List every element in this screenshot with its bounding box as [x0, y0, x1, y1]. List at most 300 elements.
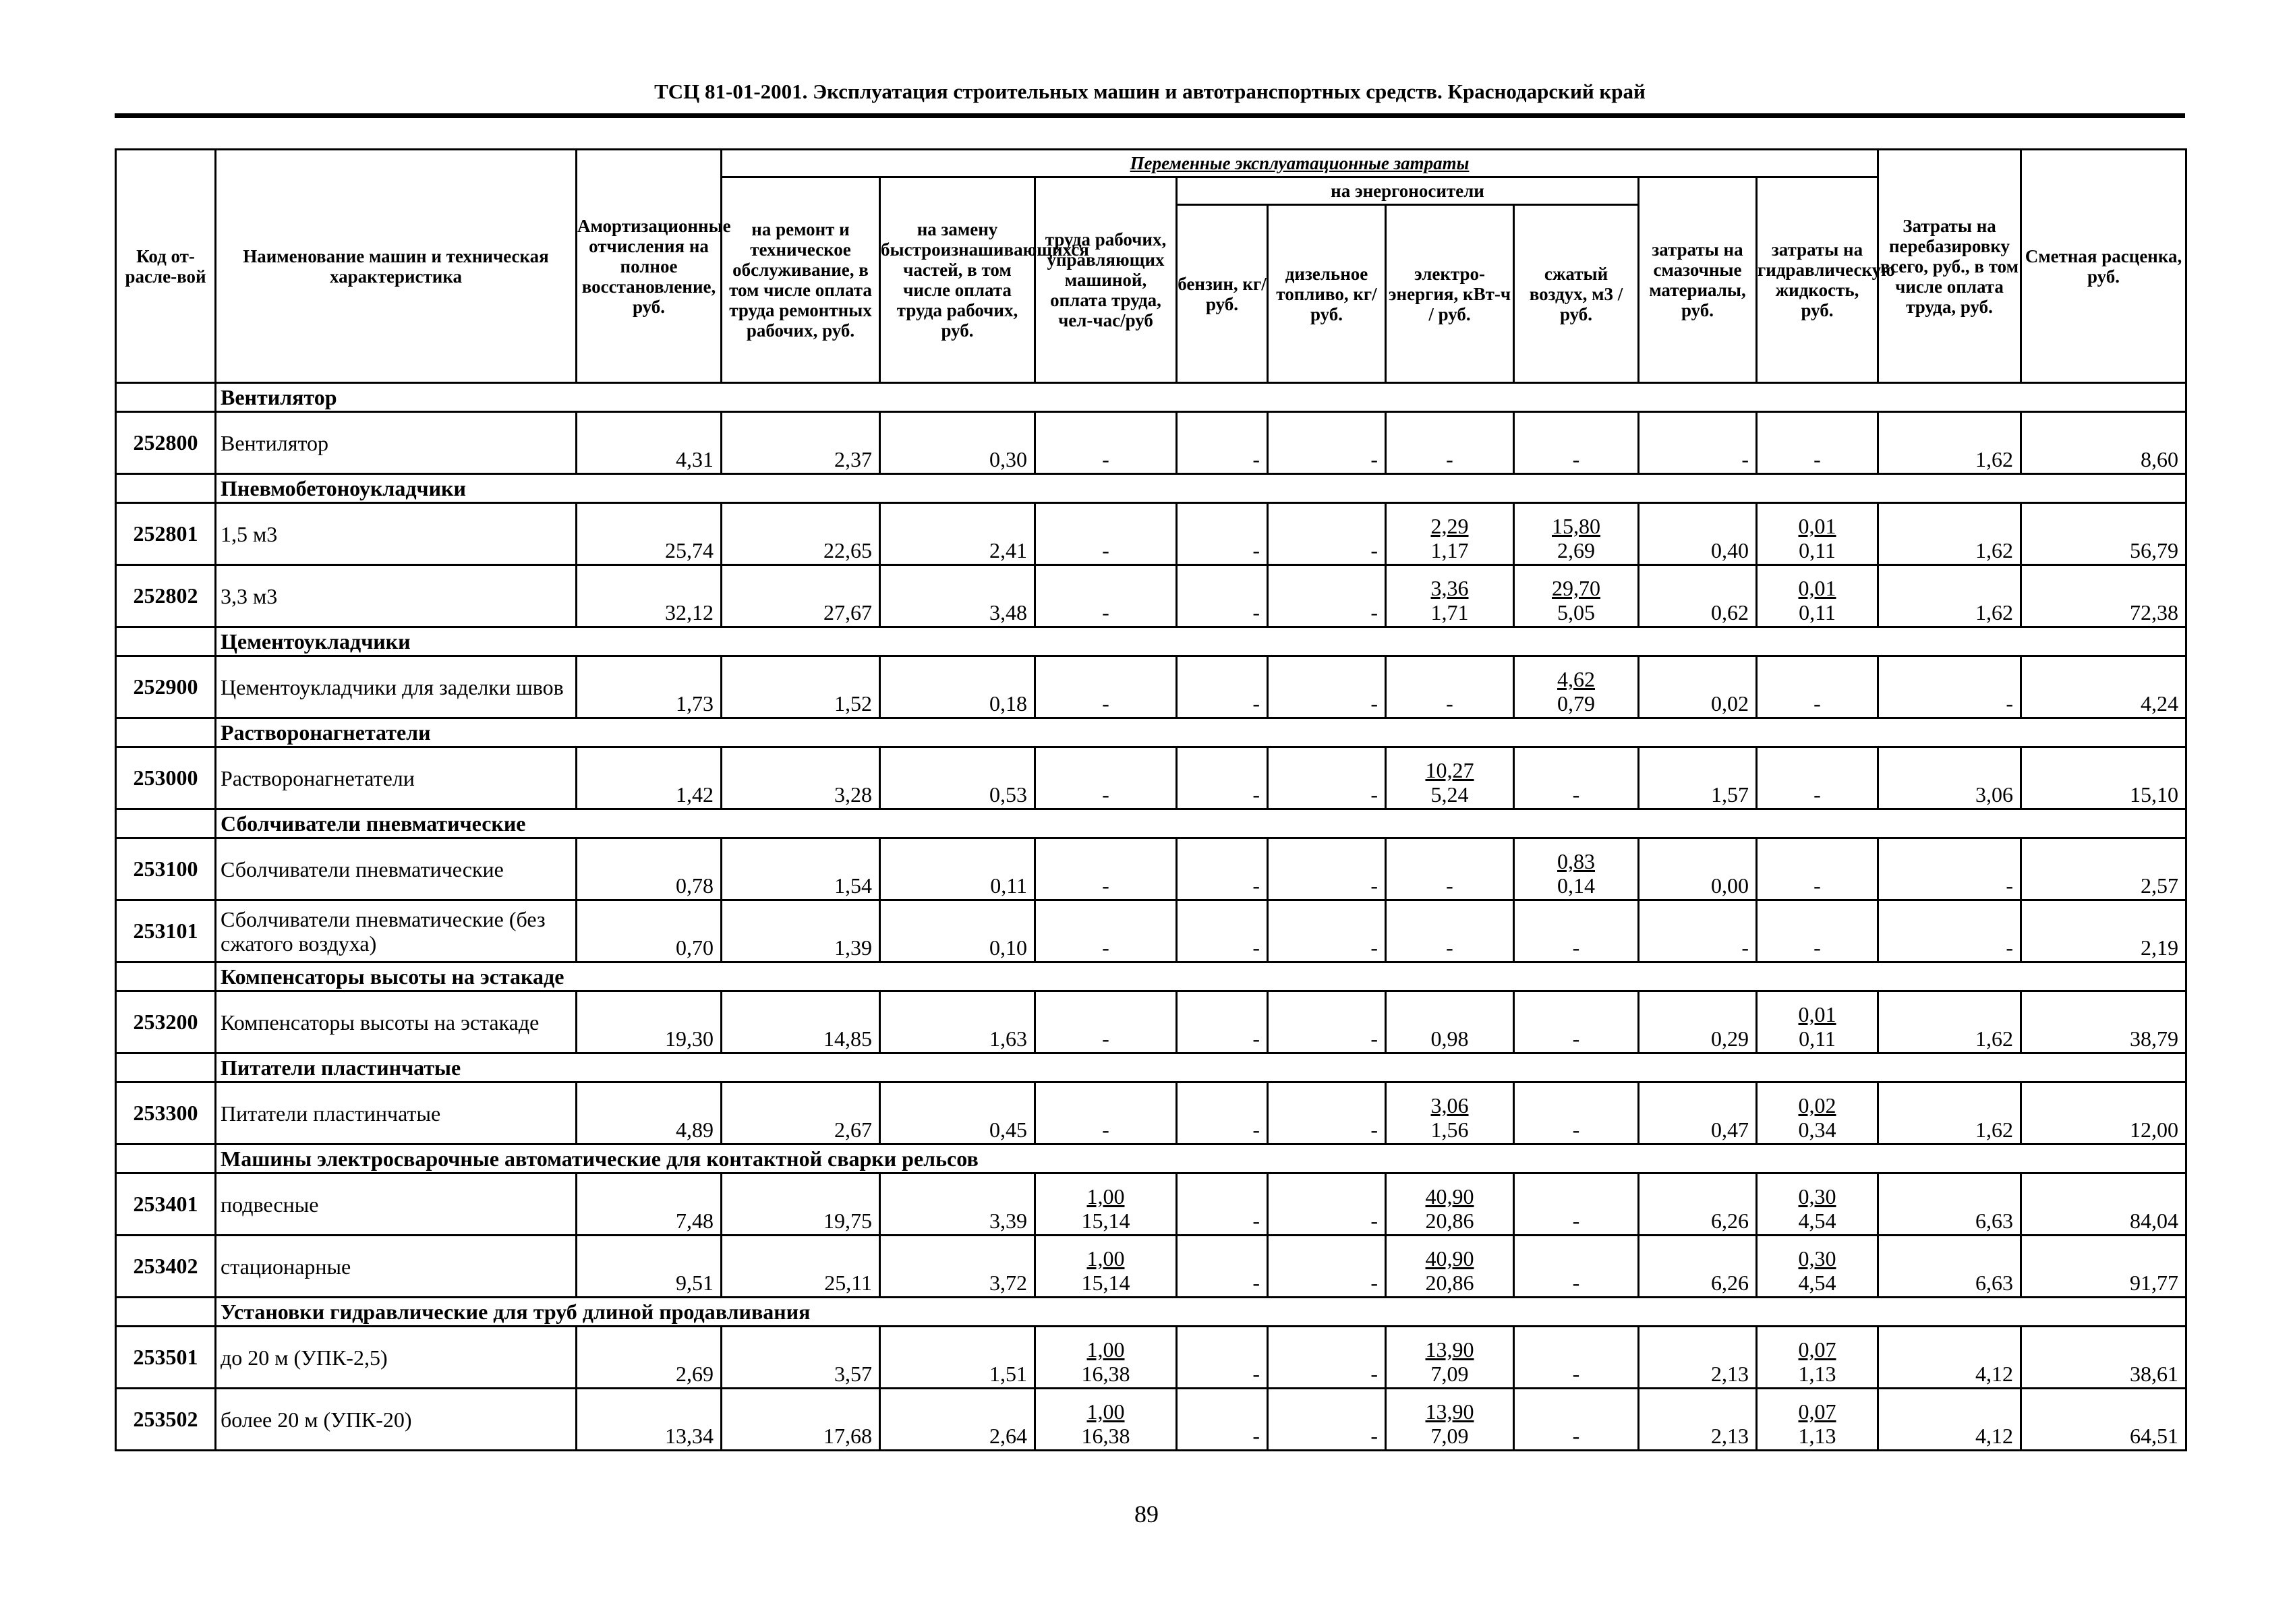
hydraulic-cell	[1757, 1236, 1878, 1298]
relocation-cell	[1878, 991, 2021, 1053]
labor-cell	[1035, 1389, 1177, 1451]
lube-cell	[1639, 656, 1757, 718]
electric-cell-quantity: 13,90	[1425, 1337, 1474, 1362]
group-code-cell	[116, 809, 216, 838]
labor-cell-cost: -	[1102, 447, 1109, 471]
petrol-cell	[1177, 656, 1268, 718]
petrol-cell-value: -	[1252, 538, 1260, 562]
group-title: Установки гидравлические для труб длиной продавливания	[216, 1298, 577, 1327]
diesel-cell	[1268, 565, 1386, 627]
repair-cell	[722, 900, 880, 962]
machine-name: 3,3 м3	[216, 565, 577, 627]
repair-cell	[722, 412, 880, 474]
hydraulic-cell-quantity: 0,01	[1798, 514, 1836, 538]
petrol-cell-value: -	[1252, 1026, 1260, 1051]
header-parts: на замену быстроизнашивающихся частей, в том числе оплата труда рабочих, руб.	[880, 177, 1035, 383]
air-cell-cost: -	[1572, 1209, 1580, 1233]
machine-name: Вентилятор	[216, 412, 577, 474]
electric-cell-cost: 1,17	[1430, 538, 1469, 562]
electric-cell	[1386, 1173, 1514, 1236]
group-title: Сболчиватели пневматические	[216, 809, 577, 838]
header-repair: на ремонт и техническое обслуживание, в том числе оплата труда ремонтных рабочих, руб.	[722, 177, 880, 383]
petrol-cell-value: -	[1252, 1362, 1260, 1386]
relocation-cell-value: 3,06	[1975, 782, 2013, 807]
electric-cell	[1386, 412, 1514, 474]
lube-cell	[1639, 1173, 1757, 1236]
repair-cell-value: 17,68	[823, 1424, 872, 1448]
air-cell	[1514, 838, 1639, 900]
header-rule	[115, 113, 2185, 118]
labor-cell-quantity: 1,00	[1086, 1184, 1125, 1209]
diesel-cell	[1268, 900, 1386, 962]
electric-cell-cost: -	[1446, 691, 1453, 716]
hydraulic-cell-cost: -	[1813, 447, 1821, 471]
group-code-cell	[116, 383, 216, 412]
table-row	[116, 900, 2186, 962]
electric-cell-quantity: 13,90	[1425, 1399, 1474, 1424]
table-row	[116, 1236, 2186, 1298]
group-title: Машины электросварочные автоматические для контактной сварки рельсов	[216, 1144, 577, 1173]
electric-cell-cost: -	[1446, 873, 1453, 898]
petrol-cell-value: -	[1252, 873, 1260, 898]
air-cell-cost: -	[1572, 1362, 1580, 1386]
estimate-cell-value: 64,51	[2130, 1424, 2178, 1448]
petrol-cell	[1177, 838, 1268, 900]
electric-cell	[1386, 991, 1514, 1053]
repair-cell	[722, 991, 880, 1053]
machine-code: 253300	[116, 1082, 216, 1144]
lube-cell	[1639, 747, 1757, 809]
parts-cell	[880, 1389, 1035, 1451]
machine-code: 252900	[116, 656, 216, 718]
electric-cell-cost: 7,09	[1430, 1362, 1469, 1386]
relocation-cell-value: 1,62	[1975, 447, 2013, 471]
petrol-cell-value: -	[1252, 1424, 1260, 1448]
electric-cell	[1386, 1236, 1514, 1298]
machine-code: 252801	[116, 503, 216, 565]
group-code-cell	[116, 1298, 216, 1327]
group-row	[116, 962, 2186, 991]
table-row	[116, 565, 2186, 627]
amort-cell-value: 19,30	[665, 1026, 714, 1051]
air-cell-cost: -	[1572, 1424, 1580, 1448]
machine-name: Сболчиватели пневматические	[216, 838, 577, 900]
electric-cell	[1386, 1389, 1514, 1451]
hydraulic-cell	[1757, 1389, 1878, 1451]
diesel-cell	[1268, 1173, 1386, 1236]
group-code-cell	[116, 627, 216, 656]
labor-cell	[1035, 838, 1177, 900]
hydraulic-cell	[1757, 412, 1878, 474]
group-code-cell	[116, 1053, 216, 1082]
labor-cell	[1035, 991, 1177, 1053]
amort-cell-value: 4,31	[676, 447, 714, 471]
petrol-cell-value: -	[1252, 691, 1260, 716]
machine-code: 253200	[116, 991, 216, 1053]
labor-cell-cost: 16,38	[1081, 1424, 1130, 1448]
diesel-cell	[1268, 991, 1386, 1053]
relocation-cell-value: 1,62	[1975, 600, 2013, 625]
machine-name: стационарные	[216, 1236, 577, 1298]
page-header: ТСЦ 81-01-2001. Эксплуатация строительных машин и автотранспортных средств. Краснодарский край	[654, 80, 1646, 103]
hydraulic-cell	[1757, 747, 1878, 809]
labor-cell	[1035, 565, 1177, 627]
labor-cell-cost: -	[1102, 1118, 1109, 1142]
hydraulic-cell	[1757, 1173, 1878, 1236]
hydraulic-cell-cost: 0,11	[1799, 600, 1836, 625]
hydraulic-cell-cost: 1,13	[1798, 1424, 1836, 1448]
parts-cell	[880, 747, 1035, 809]
hydraulic-cell-quantity: 0,30	[1798, 1246, 1836, 1271]
repair-cell	[722, 503, 880, 565]
estimate-cell-value: 38,79	[2130, 1026, 2178, 1051]
labor-cell-cost: 16,38	[1081, 1362, 1130, 1386]
repair-cell	[722, 838, 880, 900]
table-row	[116, 503, 2186, 565]
labor-cell	[1035, 412, 1177, 474]
air-cell-cost: 0,79	[1557, 691, 1595, 716]
repair-cell-value: 1,54	[834, 873, 872, 898]
parts-cell-value: 3,72	[989, 1271, 1027, 1295]
estimate-cell	[2021, 747, 2186, 809]
table-row	[116, 412, 2186, 474]
air-cell	[1514, 656, 1639, 718]
machine-code: 253100	[116, 838, 216, 900]
repair-cell-value: 27,67	[823, 600, 872, 625]
estimate-cell-value: 2,57	[2141, 873, 2178, 898]
air-cell	[1514, 1082, 1639, 1144]
amort-cell	[577, 412, 722, 474]
estimate-cell-value: 4,24	[2141, 691, 2178, 716]
repair-cell-value: 2,37	[834, 447, 872, 471]
table-row	[116, 656, 2186, 718]
hydraulic-cell-cost: 4,54	[1798, 1209, 1836, 1233]
air-cell-cost: 2,69	[1557, 538, 1595, 562]
table-row	[116, 838, 2186, 900]
group-row	[116, 1144, 2186, 1173]
relocation-cell-value: 6,63	[1975, 1209, 2013, 1233]
estimate-cell-value: 72,38	[2130, 600, 2178, 625]
electric-cell-cost: 1,56	[1430, 1118, 1469, 1142]
lube-cell-value: 1,57	[1711, 782, 1749, 807]
labor-cell	[1035, 1173, 1177, 1236]
diesel-cell	[1268, 656, 1386, 718]
lube-cell	[1639, 412, 1757, 474]
labor-cell-cost: -	[1102, 538, 1109, 562]
electric-cell	[1386, 503, 1514, 565]
air-cell-cost: -	[1572, 1118, 1580, 1142]
parts-cell	[880, 565, 1035, 627]
diesel-cell-value: -	[1370, 447, 1378, 471]
diesel-cell-value: -	[1370, 1271, 1378, 1295]
diesel-cell-value: -	[1370, 782, 1378, 807]
amort-cell-value: 25,74	[665, 538, 714, 562]
header-estimate: Сметная расценка, руб.	[2021, 150, 2186, 383]
hydraulic-cell-quantity: 0,01	[1798, 1002, 1836, 1026]
relocation-cell	[1878, 1173, 2021, 1236]
table-body	[116, 383, 2186, 1451]
amort-cell	[577, 1082, 722, 1144]
air-cell	[1514, 991, 1639, 1053]
repair-cell	[722, 1173, 880, 1236]
lube-cell-value: 2,13	[1711, 1362, 1749, 1386]
electric-cell-quantity: 40,90	[1425, 1184, 1474, 1209]
hydraulic-cell-cost: 0,11	[1799, 538, 1836, 562]
parts-cell-value: 3,48	[989, 600, 1027, 625]
lube-cell	[1639, 1327, 1757, 1389]
parts-cell	[880, 1082, 1035, 1144]
repair-cell	[722, 1236, 880, 1298]
table-row	[116, 1082, 2186, 1144]
diesel-cell	[1268, 838, 1386, 900]
machine-name: Компенсаторы высоты на эстакаде	[216, 991, 577, 1053]
group-rest-cell	[577, 627, 2186, 656]
hydraulic-cell-cost: 0,11	[1799, 1026, 1836, 1051]
group-row	[116, 718, 2186, 747]
header-energy: на энергоносители	[1177, 177, 1639, 205]
electric-cell-quantity: 3,36	[1430, 576, 1469, 600]
labor-cell	[1035, 503, 1177, 565]
amort-cell-value: 4,89	[676, 1118, 714, 1142]
lube-cell	[1639, 503, 1757, 565]
petrol-cell	[1177, 1082, 1268, 1144]
lube-cell-value: -	[1741, 935, 1749, 960]
amort-cell	[577, 1173, 722, 1236]
machine-name: до 20 м (УПК-2,5)	[216, 1327, 577, 1389]
parts-cell	[880, 412, 1035, 474]
amort-cell-value: 13,34	[665, 1424, 714, 1448]
labor-cell-cost: -	[1102, 691, 1109, 716]
estimate-cell-value: 15,10	[2130, 782, 2178, 807]
diesel-cell	[1268, 1236, 1386, 1298]
relocation-cell-value: 1,62	[1975, 1118, 2013, 1142]
lube-cell	[1639, 1082, 1757, 1144]
amort-cell	[577, 656, 722, 718]
petrol-cell	[1177, 1327, 1268, 1389]
lube-cell	[1639, 1236, 1757, 1298]
parts-cell-value: 1,51	[989, 1362, 1027, 1386]
amort-cell	[577, 1236, 722, 1298]
repair-cell-value: 25,11	[824, 1271, 872, 1295]
hydraulic-cell	[1757, 991, 1878, 1053]
parts-cell-value: 0,45	[989, 1118, 1027, 1142]
machine-name: Питатели пластинчатые	[216, 1082, 577, 1144]
labor-cell-cost: 15,14	[1081, 1271, 1130, 1295]
group-row	[116, 1298, 2186, 1327]
estimate-cell-value: 8,60	[2141, 447, 2178, 471]
estimate-cell	[2021, 656, 2186, 718]
relocation-cell	[1878, 565, 2021, 627]
petrol-cell-value: -	[1252, 935, 1260, 960]
repair-cell-value: 2,67	[834, 1118, 872, 1142]
estimate-cell	[2021, 838, 2186, 900]
amort-cell-value: 1,73	[676, 691, 714, 716]
parts-cell	[880, 656, 1035, 718]
machine-code: 253101	[116, 900, 216, 962]
header-name: Наименование машин и техническая характеристика	[216, 150, 577, 383]
machine-code: 252800	[116, 412, 216, 474]
electric-cell-cost: 1,71	[1430, 600, 1469, 625]
group-row	[116, 383, 2186, 412]
air-cell-cost: -	[1572, 935, 1580, 960]
repair-cell-value: 3,28	[834, 782, 872, 807]
estimate-cell	[2021, 412, 2186, 474]
hydraulic-cell	[1757, 565, 1878, 627]
electric-cell	[1386, 565, 1514, 627]
diesel-cell-value: -	[1370, 691, 1378, 716]
relocation-cell	[1878, 900, 2021, 962]
amort-cell	[577, 565, 722, 627]
estimate-cell-value: 56,79	[2130, 538, 2178, 562]
electric-cell	[1386, 1082, 1514, 1144]
group-title: Компенсаторы высоты на эстакаде	[216, 962, 577, 991]
diesel-cell-value: -	[1370, 873, 1378, 898]
relocation-cell	[1878, 838, 2021, 900]
air-cell-quantity: 0,83	[1557, 849, 1595, 873]
relocation-cell-value: 4,12	[1975, 1362, 2013, 1386]
group-row	[116, 474, 2186, 503]
air-cell	[1514, 1173, 1639, 1236]
petrol-cell-value: -	[1252, 1209, 1260, 1233]
electric-cell	[1386, 900, 1514, 962]
machine-code: 253401	[116, 1173, 216, 1236]
parts-cell-value: 0,10	[989, 935, 1027, 960]
air-cell	[1514, 412, 1639, 474]
relocation-cell	[1878, 503, 2021, 565]
electric-cell	[1386, 656, 1514, 718]
group-title: Пневмобетоноукладчики	[216, 474, 577, 503]
page-number: 89	[1134, 1501, 1159, 1528]
parts-cell	[880, 1173, 1035, 1236]
table-row	[116, 991, 2186, 1053]
repair-cell	[722, 1327, 880, 1389]
repair-cell	[722, 1389, 880, 1451]
labor-cell	[1035, 747, 1177, 809]
air-cell-cost: 5,05	[1557, 600, 1595, 625]
header-electric: электро-энергия, кВт-ч / руб.	[1386, 205, 1514, 383]
hydraulic-cell-quantity: 0,07	[1798, 1399, 1836, 1424]
machine-name: Сболчиватели пневматические (без сжатого воздуха)	[216, 900, 577, 962]
air-cell-cost: -	[1572, 447, 1580, 471]
group-code-cell	[116, 962, 216, 991]
estimate-cell	[2021, 1327, 2186, 1389]
header-labor: труда рабочих, управляющих машиной, оплата труда, чел-час/руб	[1035, 177, 1177, 383]
hydraulic-cell-quantity: 0,07	[1798, 1337, 1836, 1362]
header-air: сжатый воздух, м3 / руб.	[1514, 205, 1639, 383]
relocation-cell-value: 6,63	[1975, 1271, 2013, 1295]
parts-cell-value: 0,11	[990, 873, 1027, 898]
electric-cell-cost: 5,24	[1430, 782, 1469, 807]
hydraulic-cell	[1757, 656, 1878, 718]
labor-cell-cost: -	[1102, 1026, 1109, 1051]
electric-cell-cost: 20,86	[1425, 1271, 1474, 1295]
lube-cell	[1639, 565, 1757, 627]
repair-cell	[722, 565, 880, 627]
amort-cell-value: 7,48	[676, 1209, 714, 1233]
air-cell	[1514, 503, 1639, 565]
machine-code: 253000	[116, 747, 216, 809]
petrol-cell-value: -	[1252, 447, 1260, 471]
estimate-cell	[2021, 1082, 2186, 1144]
machine-code: 253502	[116, 1389, 216, 1451]
hydraulic-cell-quantity: 0,01	[1798, 576, 1836, 600]
labor-cell-quantity: 1,00	[1086, 1399, 1125, 1424]
parts-cell-value: 2,41	[989, 538, 1027, 562]
amort-cell	[577, 1389, 722, 1451]
electric-cell-cost: 20,86	[1425, 1209, 1474, 1233]
electric-cell	[1386, 838, 1514, 900]
labor-cell	[1035, 1327, 1177, 1389]
header-diesel: дизельное топливо, кг/руб.	[1268, 205, 1386, 383]
relocation-cell	[1878, 747, 2021, 809]
parts-cell	[880, 838, 1035, 900]
diesel-cell-value: -	[1370, 1362, 1378, 1386]
parts-cell-value: 0,18	[989, 691, 1027, 716]
hydraulic-cell-cost: -	[1813, 691, 1821, 716]
machine-name: подвесные	[216, 1173, 577, 1236]
machine-code: 253402	[116, 1236, 216, 1298]
diesel-cell-value: -	[1370, 538, 1378, 562]
electric-cell	[1386, 1327, 1514, 1389]
estimate-cell-value: 38,61	[2130, 1362, 2178, 1386]
estimate-cell	[2021, 565, 2186, 627]
air-cell-quantity: 15,80	[1552, 514, 1600, 538]
estimate-cell-value: 2,19	[2141, 935, 2178, 960]
group-rest-cell	[577, 1298, 2186, 1327]
air-cell-quantity: 4,62	[1557, 667, 1595, 691]
labor-cell-cost: -	[1102, 782, 1109, 807]
hydraulic-cell-quantity: 0,02	[1798, 1093, 1836, 1118]
diesel-cell	[1268, 1389, 1386, 1451]
hydraulic-cell-cost: -	[1813, 873, 1821, 898]
diesel-cell-value: -	[1370, 1118, 1378, 1142]
electric-cell	[1386, 747, 1514, 809]
air-cell	[1514, 565, 1639, 627]
group-rest-cell	[577, 962, 2186, 991]
parts-cell	[880, 900, 1035, 962]
labor-cell-cost: -	[1102, 873, 1109, 898]
group-rest-cell	[577, 718, 2186, 747]
header-hydraulic: затраты на гидравлическую жидкость, руб.	[1757, 177, 1878, 383]
lube-cell-value: 6,26	[1711, 1271, 1749, 1295]
header-relocation: Затраты на перебазировку всего, руб., в том числе оплата труда, руб.	[1878, 150, 2021, 383]
air-cell-cost: -	[1572, 1271, 1580, 1295]
machine-name: более 20 м (УПК-20)	[216, 1389, 577, 1451]
group-row	[116, 627, 2186, 656]
repair-cell	[722, 656, 880, 718]
group-title: Растворонагнетатели	[216, 718, 577, 747]
hydraulic-cell	[1757, 503, 1878, 565]
amort-cell	[577, 1327, 722, 1389]
relocation-cell	[1878, 412, 2021, 474]
parts-cell	[880, 991, 1035, 1053]
electric-cell-quantity: 40,90	[1425, 1246, 1474, 1271]
header-petrol: бензин, кг/руб.	[1177, 205, 1268, 383]
hydraulic-cell-cost: 0,34	[1798, 1118, 1836, 1142]
lube-cell	[1639, 838, 1757, 900]
petrol-cell	[1177, 503, 1268, 565]
relocation-cell-value: 4,12	[1975, 1424, 2013, 1448]
electric-cell-cost: -	[1446, 447, 1453, 471]
group-rest-cell	[577, 383, 2186, 412]
estimate-cell	[2021, 1389, 2186, 1451]
machine-name: Растворонагнетатели	[216, 747, 577, 809]
parts-cell-value: 2,64	[989, 1424, 1027, 1448]
amort-cell-value: 32,12	[665, 600, 714, 625]
group-code-cell	[116, 1144, 216, 1173]
amort-cell	[577, 838, 722, 900]
estimate-cell	[2021, 991, 2186, 1053]
